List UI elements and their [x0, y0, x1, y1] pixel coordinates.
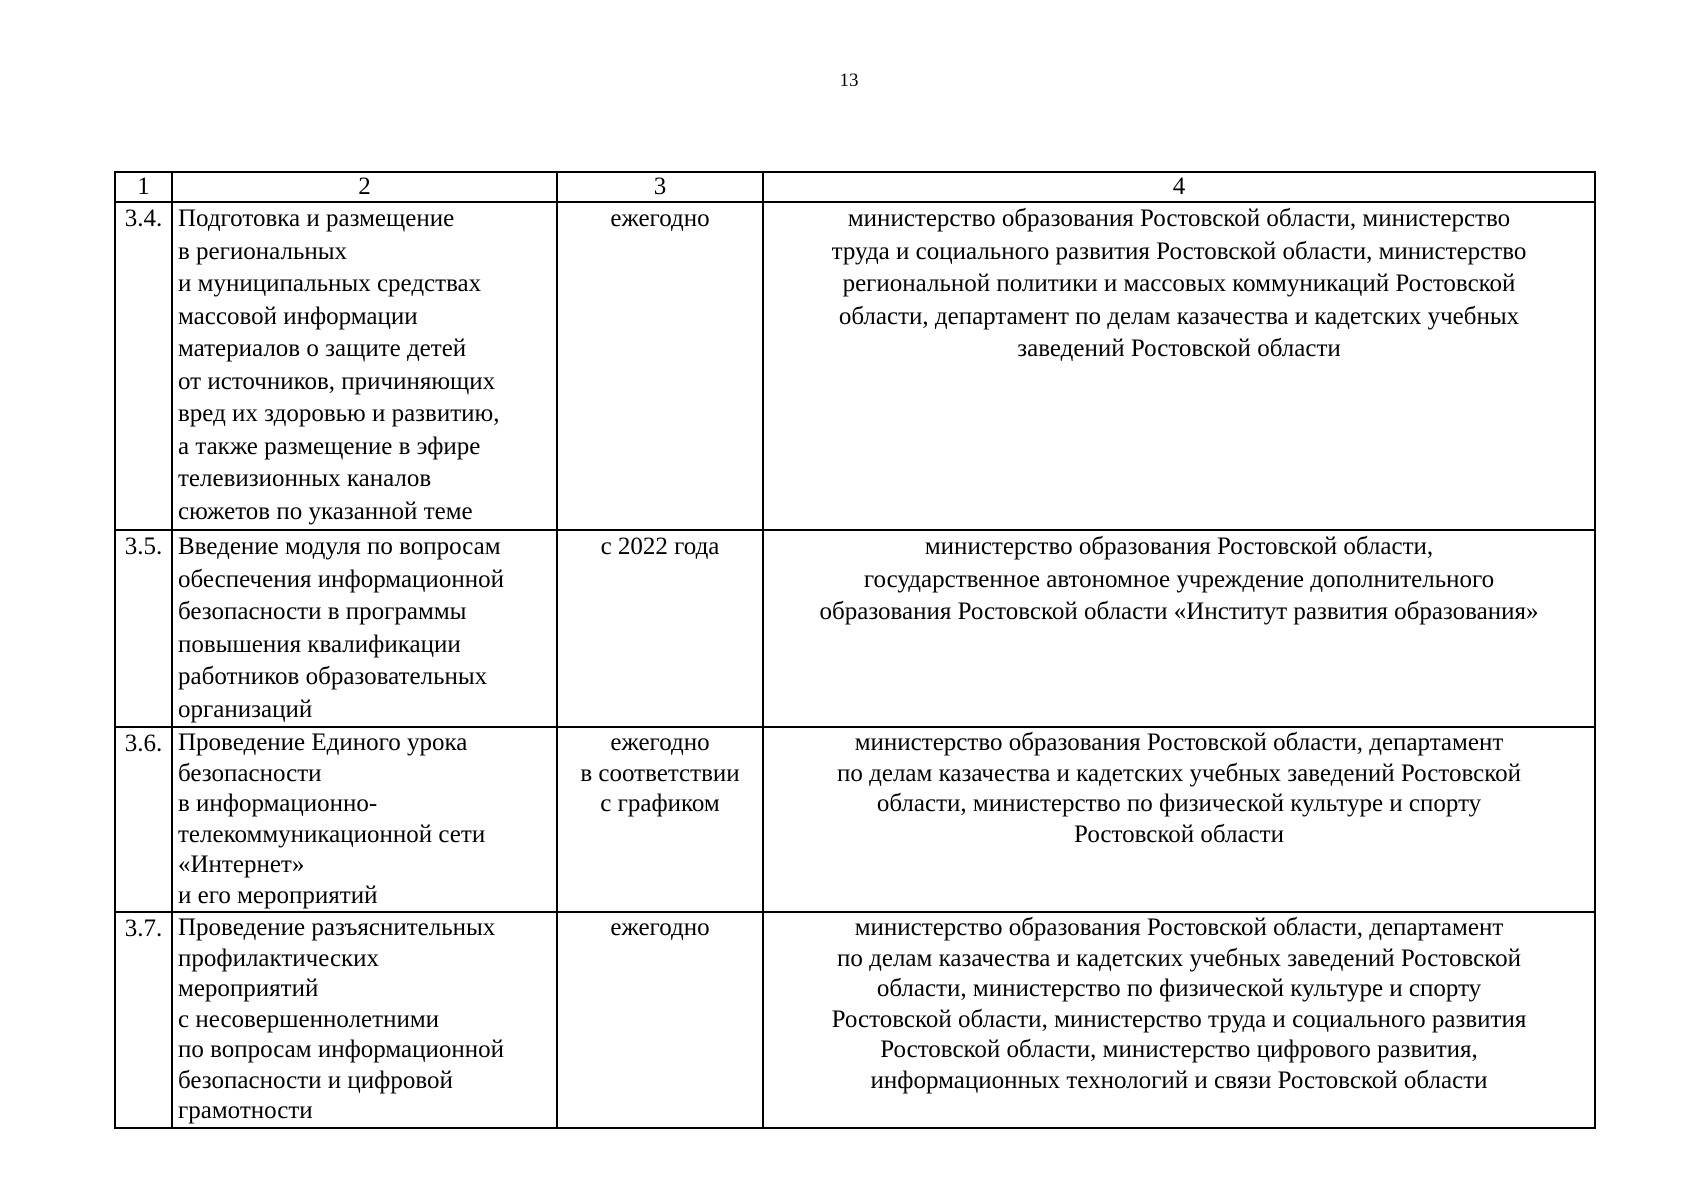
event-line: обеспечения информационной: [178, 565, 504, 593]
executor-line: по делам казачества и кадетских учебных заведений Ростовской: [837, 759, 1521, 787]
executor-cell: [763, 727, 1595, 912]
table-row: [115, 727, 1595, 912]
table-row: [115, 912, 1595, 1128]
event-line: безопасности: [178, 759, 322, 787]
executor-line: региональной политики и массовых коммуникаций Ростовской: [842, 270, 1516, 297]
event-line: и его мероприятий: [178, 881, 378, 909]
event-line: вред их здоровью и развитию,: [178, 400, 500, 427]
executor-line: Ростовской области, министерство труда и социального развития: [831, 1005, 1527, 1033]
event-line: а также размещение в эфире: [178, 432, 481, 460]
term-line: с графиком: [600, 790, 720, 817]
header-cell-4: 4: [763, 172, 1595, 202]
executor-line: области, министерство по физической культуре и спорту: [876, 790, 1482, 817]
event-cell: [172, 727, 557, 912]
event-line: в региональных: [178, 237, 348, 265]
event-line: по вопросам информационной: [178, 1036, 505, 1063]
term-line: ежегодно: [610, 205, 710, 232]
executor-line: труда и социального развития Ростовской области, министерство: [831, 237, 1527, 265]
executor-line: министерство образования Ростовской области, министерство: [847, 205, 1511, 232]
term-line: с 2022 года: [600, 533, 720, 560]
event-line: Введение модуля по вопросам: [178, 533, 501, 560]
executor-cell: [763, 202, 1595, 530]
row-number: 3.4.: [115, 202, 172, 530]
term-cell: [557, 530, 763, 727]
header-cell-2: 2: [172, 172, 557, 202]
table-row: [115, 202, 1595, 530]
executor-line: области, министерство по физической культуре и спорту: [876, 975, 1482, 1002]
event-line: безопасности и цифровой: [178, 1066, 453, 1094]
row-number: 3.5.: [115, 530, 172, 727]
event-line: безопасности в программы: [178, 598, 467, 625]
event-line: материалов о защите детей: [178, 335, 467, 362]
event-cell: [172, 912, 557, 1128]
measures-table: [114, 171, 1596, 1129]
event-line: грамотности: [178, 1097, 313, 1124]
executor-line: министерство образования Ростовской области, департамент: [854, 914, 1504, 941]
table-row: [115, 530, 1595, 727]
row-number: 3.6.: [115, 727, 172, 912]
event-line: Проведение разъяснительных: [178, 914, 496, 941]
page-number: 13: [839, 70, 859, 91]
term-line: ежегодно: [610, 914, 710, 941]
term-line: ежегодно: [610, 729, 710, 756]
term-line: в соответствии: [580, 759, 740, 787]
executor-line: области, департамент по делам казачества и кадетских учебных: [838, 302, 1520, 330]
table-header-row: [115, 172, 1595, 202]
executor-cell: [763, 912, 1595, 1128]
event-line: и муниципальных средствах: [178, 270, 482, 297]
event-line: работников образовательных: [178, 663, 488, 690]
term-cell: [557, 727, 763, 912]
row-number: 3.7.: [115, 912, 172, 1128]
term-cell: [557, 912, 763, 1128]
event-cell: [172, 202, 557, 530]
executor-line: министерство образования Ростовской области,: [924, 533, 1434, 560]
header-cell-3: 3: [557, 172, 763, 202]
event-line: телевизионных каналов: [178, 465, 432, 492]
event-line: Проведение Единого урока: [178, 729, 468, 756]
event-line: мероприятий: [178, 975, 319, 1002]
event-line: с несовершеннолетними: [178, 1005, 440, 1033]
event-line: массовой информации: [178, 302, 418, 330]
executor-line: заведений Ростовской области: [1017, 335, 1341, 362]
event-line: повышения квалификации: [178, 630, 461, 658]
event-line: «Интернет»: [178, 851, 305, 878]
term-cell: [557, 202, 763, 530]
event-line: Подготовка и размещение: [178, 205, 455, 232]
executor-line: информационных технологий и связи Ростовской области: [870, 1066, 1488, 1094]
event-line: профилактических: [178, 944, 380, 972]
event-line: организаций: [178, 695, 313, 723]
event-cell: [172, 530, 557, 727]
executor-line: Ростовской области: [1074, 820, 1284, 848]
event-line: от источников, причиняющих: [178, 367, 496, 395]
executor-line: образования Ростовской области «Институт развития образования»: [819, 598, 1539, 625]
executor-line: по делам казачества и кадетских учебных заведений Ростовской: [837, 944, 1521, 972]
executor-cell: [763, 530, 1595, 727]
event-line: телекоммуникационной сети: [178, 820, 486, 848]
executor-line: министерство образования Ростовской области, департамент: [854, 729, 1504, 756]
event-line: в информационно-: [178, 790, 378, 817]
executor-line: Ростовской области, министерство цифрового развития,: [880, 1036, 1478, 1063]
executor-line: государственное автономное учреждение дополнительного: [863, 565, 1495, 593]
event-line: сюжетов по указанной теме: [178, 497, 473, 525]
header-cell-1: 1: [115, 172, 172, 202]
